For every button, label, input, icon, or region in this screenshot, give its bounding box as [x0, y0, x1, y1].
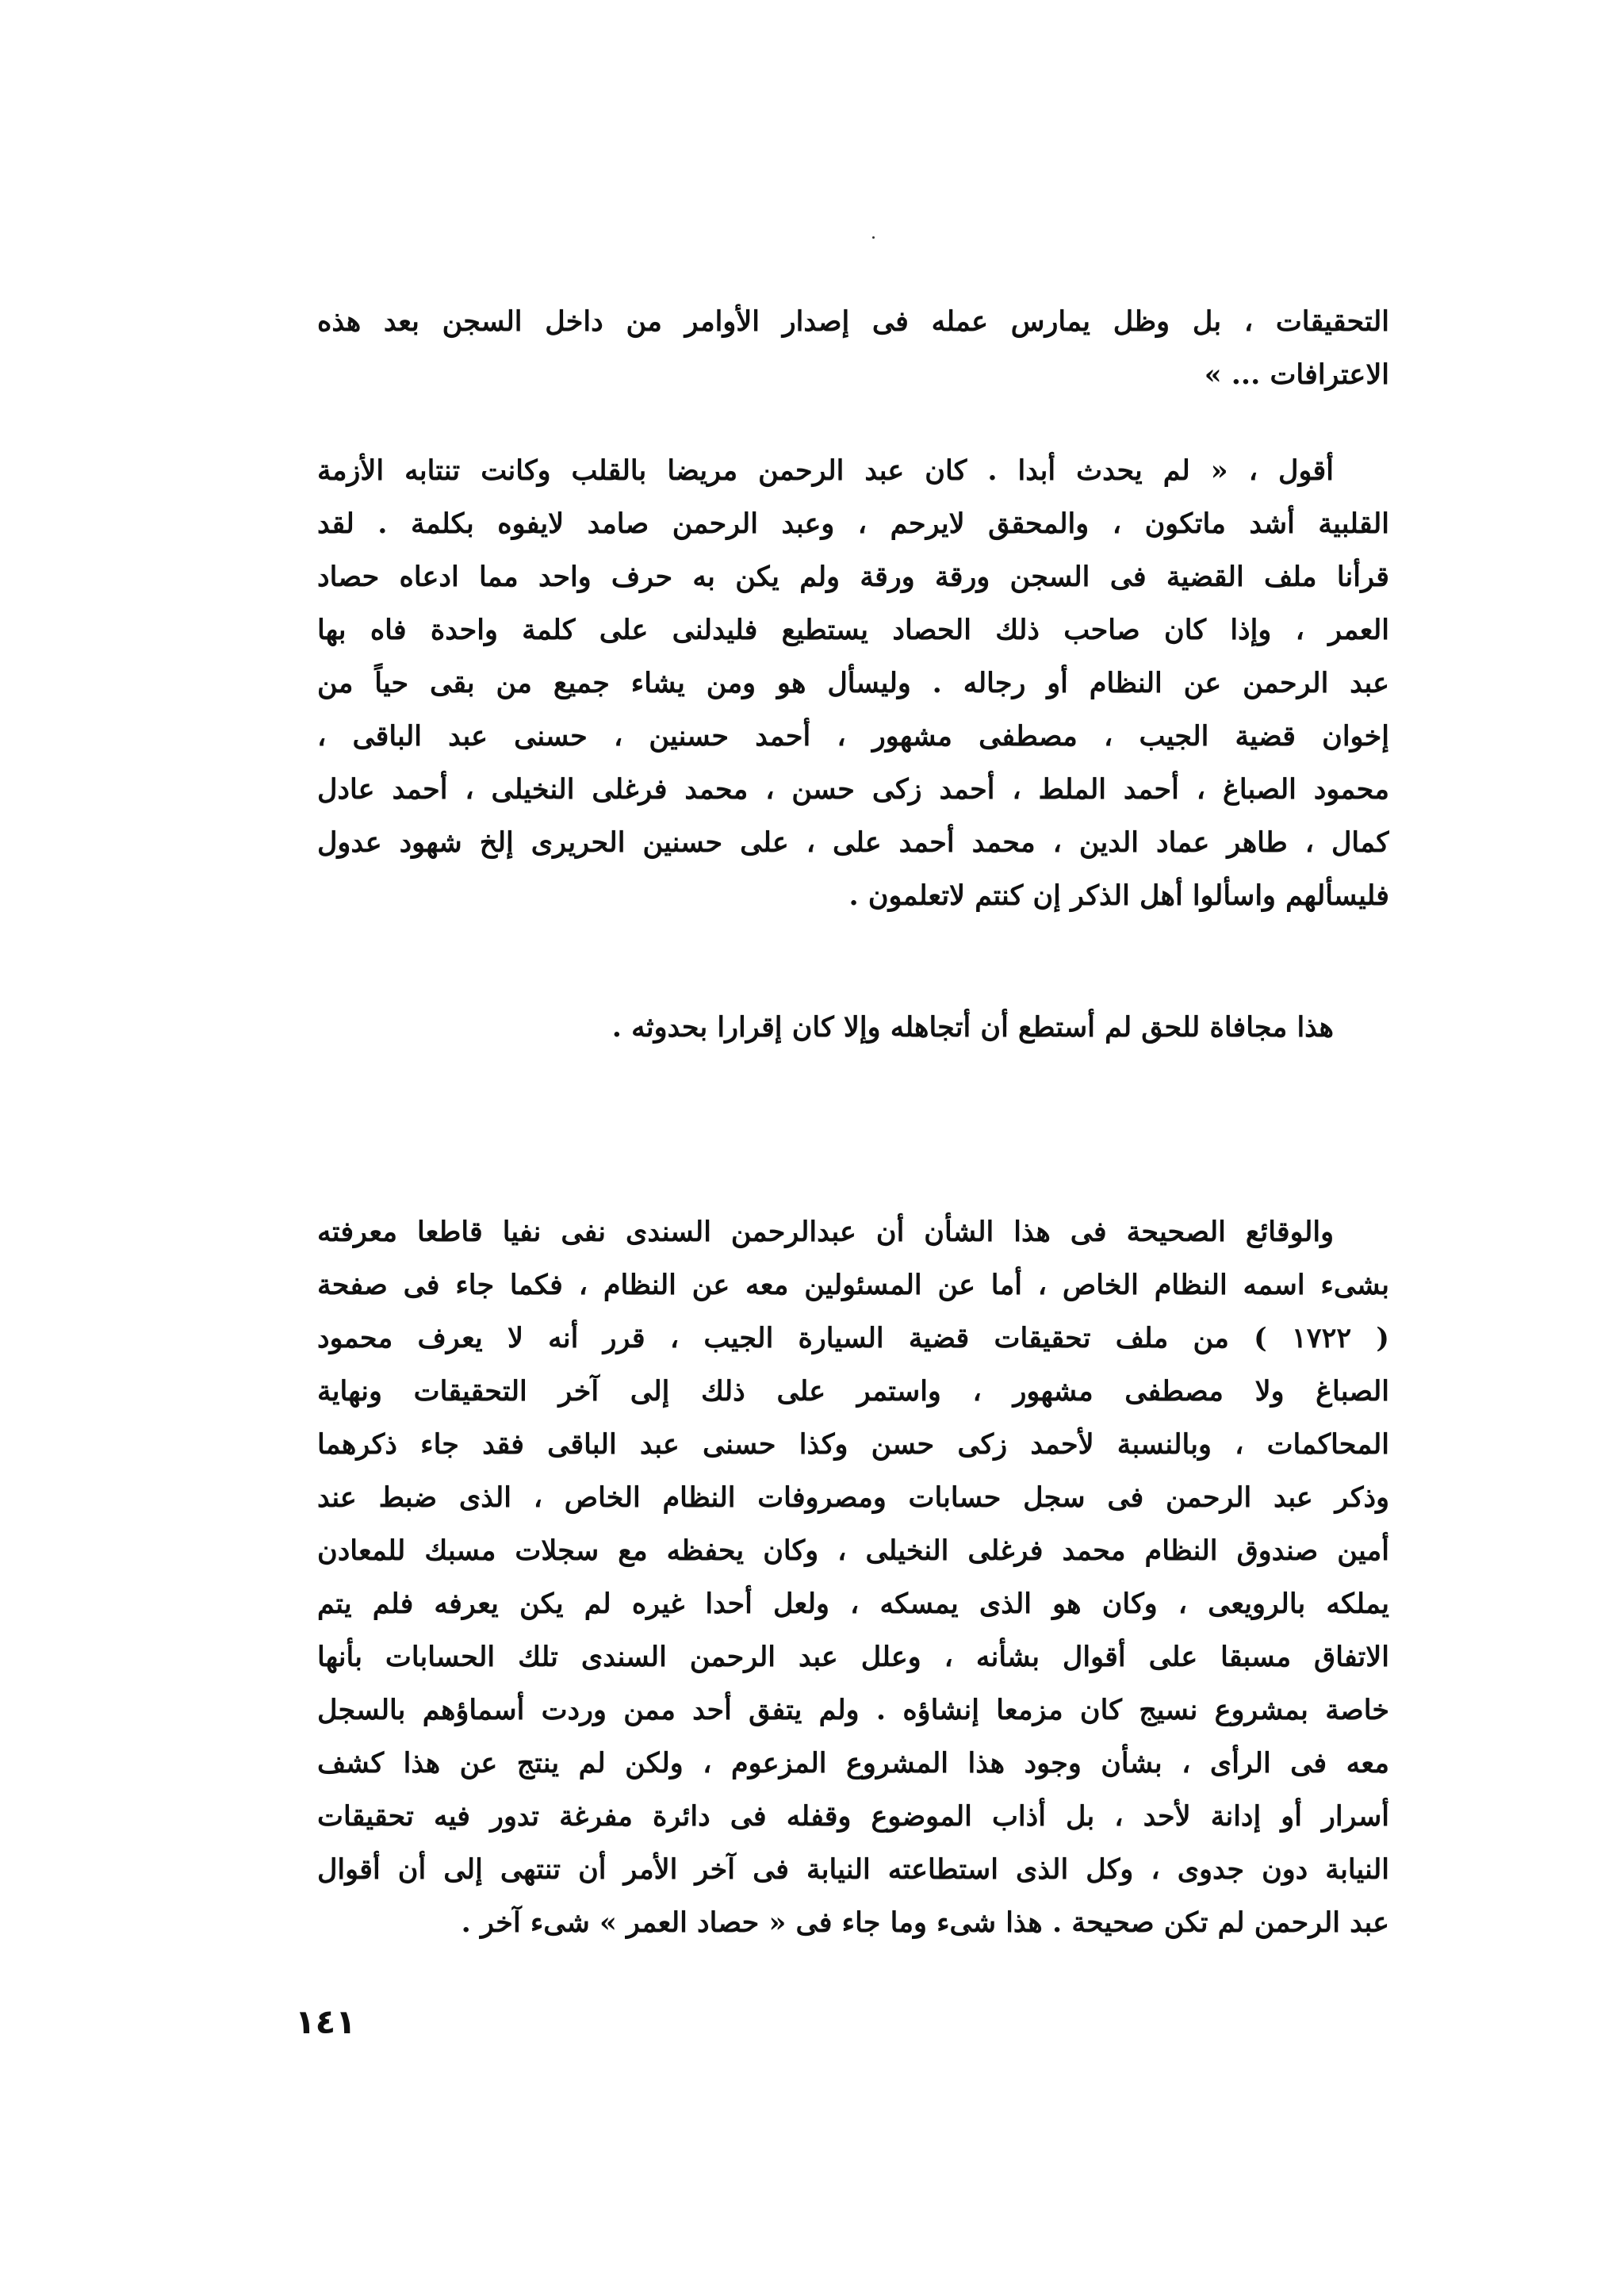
text-line: والوقائع الصحيحة فى هذا الشأن أن عبدالرحمن السندى نفى نفيا قاطعا معرفته — [317, 1216, 1334, 1248]
text-line: أقول ، « لم يحدث أبدا . كان عبد الرحمن مريضا بالقلب وكانت تنتابه الأزمة — [317, 454, 1334, 487]
text-line: معه فى الرأى ، بشأن وجود هذا المشروع المزعوم ، ولكن لم ينتج عن هذا كشف — [317, 1747, 1389, 1780]
text-line: الاتفاق مسبقا على أقوال بشأنه ، وعلل عبد الرحمن السندى تلك الحسابات بأنها — [317, 1641, 1389, 1673]
paragraph-3 — [317, 1001, 1389, 1054]
text-line: الصباغ ولا مصطفى مشهور ، واستمر على ذلك إلى آخر التحقيقات ونهاية — [317, 1375, 1389, 1408]
text-line: الاعترافات ... » — [1204, 358, 1389, 391]
text-line: أسرار أو إدانة لأحد ، بل أذاب الموضوع وقفله فى دائرة مفرغة تدور فيه تحقيقات — [317, 1800, 1389, 1833]
text-line: التحقيقات ، بل وظل يمارس عمله فى إصدار الأوامر من داخل السجن بعد هذه — [317, 305, 1389, 338]
text-line: فليسألهم واسألوا أهل الذكر إن كنتم لاتعلمون . — [848, 879, 1389, 912]
text-line: محمود الصباغ ، أحمد الملط ، أحمد زكى حسن ، محمد فرغلى النخيلى ، أحمد عادل — [317, 773, 1389, 806]
text-line: إخوان قضية الجيب ، مصطفى مشهور ، أحمد حسنين ، حسنى عبد الباقى ، — [317, 720, 1389, 753]
text-line: عبد الرحمن عن النظام أو رجاله . وليسأل هو ومن يشاء جميع من بقى حياً من — [317, 667, 1389, 699]
text-line: هذا مجافاة للحق لم أستطع أن أتجاهله وإلا كان إقرارا بحدوثه . — [611, 1011, 1334, 1044]
text-line: خاصة بمشروع نسيج كان مزمعا إنشاؤه . ولم يتفق أحد ممن وردت أسماؤهم بالسجل — [317, 1694, 1389, 1726]
text-line: العمر ، وإذا كان صاحب ذلك الحصاد يستطيع فليدلنى على كلمة واحدة فاه بها — [317, 614, 1389, 646]
text-line: عبد الرحمن لم تكن صحيحة . هذا شىء وما جاء فى « حصاد العمر » شىء آخر . — [461, 1906, 1389, 1939]
page-number: ١٤١ — [295, 2002, 356, 2041]
scan-speck — [872, 236, 875, 239]
paragraph-1 — [317, 295, 1389, 401]
text-line: ( ١٧٢٢ ) من ملف تحقيقات قضية السيارة الجيب ، قرر أنه لا يعرف محمود — [317, 1322, 1389, 1354]
text-line: بشىء اسمه النظام الخاص ، أما عن المسئولين معه عن النظام ، فكما جاء فى صفحة — [317, 1269, 1389, 1301]
text-line: النيابة دون جدوى ، وكل الذى استطاعته النيابة فى آخر الأمر أن تنتهى إلى أن أقوال — [317, 1853, 1389, 1886]
text-line: القلبية أشد ماتكون ، والمحقق لايرحم ، وعبد الرحمن صامد لايفوه بكلمة . لقد — [317, 508, 1389, 540]
text-line: وذكر عبد الرحمن فى سجل حسابات ومصروفات النظام الخاص ، الذى ضبط عند — [317, 1481, 1389, 1514]
text-line: يملكه بالرويعى ، وكان هو الذى يمسكه ، ولعل أحدا غيره لم يكن يعرفه فلم يتم — [317, 1588, 1389, 1620]
text-line: قرأنا ملف القضية فى السجن ورقة ورقة ولم يكن به حرف واحد مما ادعاه حصاد — [317, 561, 1389, 593]
paragraph-4 — [317, 1205, 1389, 1949]
text-line: كمال ، طاهر عماد الدين ، محمد أحمد على ، على حسنين الحريرى إلخ شهود عدول — [317, 826, 1389, 859]
text-line: المحاكمات ، وبالنسبة لأحمد زكى حسن وكذا حسنى عبد الباقى فقد جاء ذكرهما — [317, 1428, 1389, 1461]
text-line: أمين صندوق النظام محمد فرغلى النخيلى ، وكان يحفظه مع سجلات مسبك للمعادن — [317, 1534, 1389, 1567]
paragraph-2 — [317, 444, 1389, 922]
